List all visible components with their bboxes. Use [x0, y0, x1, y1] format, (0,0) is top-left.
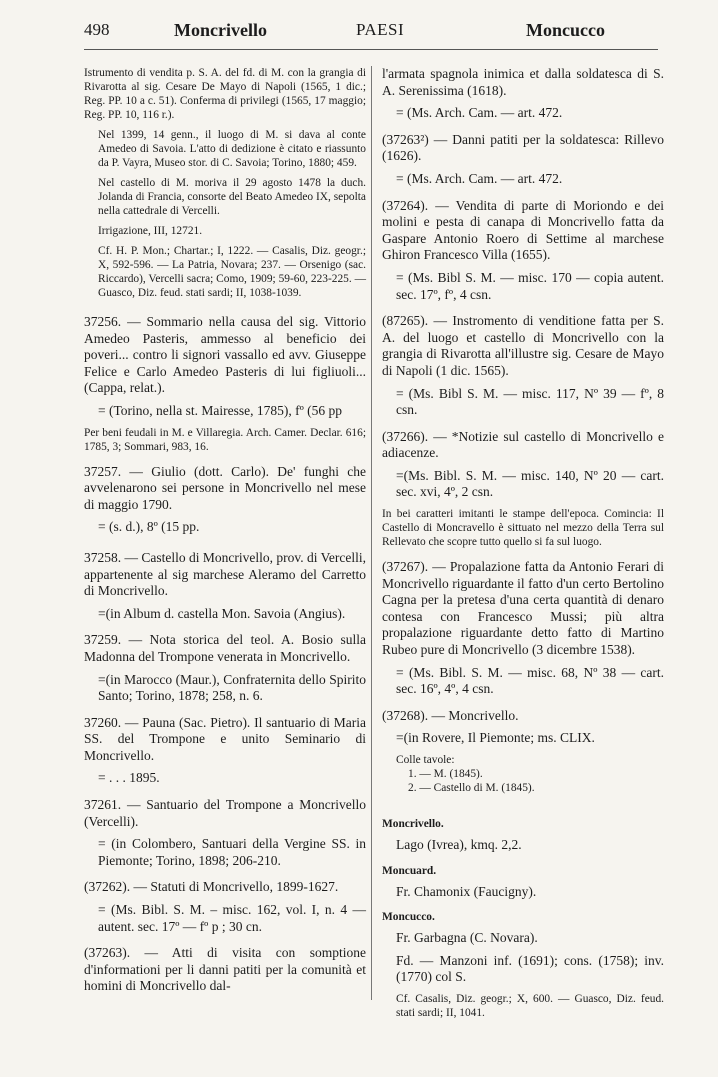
place-entry: Moncucco. [382, 911, 435, 924]
bibliography-entry: l'armata spagnola inimica et dalla soldatesca di S. A. Serenissima (1618). [382, 66, 664, 98]
bibliography-entry: 37256. — Sommario nella causa del sig. Vittorio Amedeo Pasteris, ammesso al beneficio dei poveri... contro li signori vassallo ed avv. Giuseppe Felice e Carlo Amedeo Pasteris di lui figliuoli... (Cappa, relat.). [84, 314, 366, 396]
bibliography-entry: = (Ms. Arch. Cam. — art. 472. [396, 105, 563, 121]
bibliography-entry: (37266). — *Notizie sul castello di Moncrivello e adiacenze. [382, 428, 664, 461]
running-title-right: Moncucco [526, 20, 605, 40]
bibliography-entry: Istrumento di vendita p. S. A. del fd. di M. con la grangia di Rivarotta al sig. Cesare De Mayo di Napoli (1565, 1 dic.; Reg. PP. 10 a c. 51). Conferma di privilegi (1565, 17 maggio; Reg. PP. 10, 116 r.). [84, 67, 366, 121]
colle-tavole [382, 753, 664, 795]
bibliography-entry: In bei caratteri imitanti le stampe dell'epoca. Comincia: Il Castello di Moncravello è sittuato nel mezzo della Terra sul Rellevato che scopre tutto quello si fa sul luogo. [382, 508, 664, 549]
right-column [382, 66, 664, 1026]
bibliography-entry: = (Ms. Bibl. S. M. — misc. 68, Nº 38 — cart. sec. 16º, 4º, 4 csn. [396, 664, 664, 697]
bibliography-entry: Nel castello di M. moriva il 29 agosto 1478 la duch. Jolanda di Francia, consorte del Beato Amedeo IX, sepolta nella cattedrale di Vercelli. [98, 177, 366, 217]
bibliography-entry: = (Torino, nella st. Mairesse, 1785), fº (56 pp [98, 402, 343, 418]
bibliography-entry: (37263). — Atti di visita con somptione d'informationi per li danni patiti per la comunità et homini di Moncrivello dal- [84, 945, 366, 994]
place-entry: Lago (Ivrea), kmq. 2,2. [396, 837, 522, 852]
page-number: 498 [84, 20, 110, 39]
bibliography-entry: = (Ms. Arch. Cam. — art. 472. [396, 170, 563, 186]
place-entries [382, 817, 664, 1020]
bibliography-entry: = (Ms. Bibl. S. M. – misc. 162, vol. I, n. 4 — autent. sec. 17º — fº p ; 30 cn. [98, 902, 366, 934]
bibliography-entry: 37260. — Pauna (Sac. Pietro). Il santuario di Maria SS. del Trompone e unito Seminario di Moncrivello. [84, 714, 366, 763]
bibliography-entry: Per beni feudali in M. e Villaregia. Arch. Camer. Declar. 616; 1785, 3; Sommari, 983, 16. [84, 426, 366, 453]
right-column-entries [382, 66, 664, 747]
bibliography-entry: Irrigazione, III, 12721. [98, 225, 203, 237]
bibliography-entry: Nel 1399, 14 genn., il luogo di M. si dava al conte Amedeo di Savoia. L'atto di dedizione è citato e riassunto da P. Vayra, Museo stor. di C. Savoia; Torino, 1880; 459. [98, 129, 366, 169]
bibliography-entry: =(in Marocco (Maur.), Confraternita dello Spirito Santo; Torino, 1878; 258, n. 6. [98, 671, 366, 704]
bibliography-entry: (37267). — Propalazione fatta da Antonio Ferari di Moncrivello riguardante il fatto d'un certo Bertolino Cagna per la pretesa d'una certa quantità di denaro contesa con Francesco Mussi; più altra propalazione riguardante detto fatto di Martino Rubeo pure di Moncrivello (3 dicembre 1538). [382, 559, 664, 658]
bibliography-entry: (37263²) — Danni patiti per la soldatesca: Rillevo (1626). [382, 131, 664, 164]
left-column [84, 66, 366, 1001]
running-title-center: PAESI [356, 20, 405, 39]
place-entry: Fr. Garbagna (C. Novara). [396, 930, 538, 946]
colle-tavole-item: 2. — Castello di M. (1845). [408, 782, 535, 794]
bibliography-entry: =(Ms. Bibl. S. M. — misc. 140, Nº 20 — cart. sec. xvi, 4º, 2 csn. [396, 467, 664, 500]
bibliography-entry: Cf. H. P. Mon.; Chartar.; I, 1222. — Casalis, Diz. geogr.; X, 592-596. — La Patria, Novara; 237. — Orsenigo (sac. Riccardo), Vercelli sacra; Como, 1909; 59-60, 223-225. — Guasco, Diz. feud. stati sardi; II, 1038-1039. [98, 245, 366, 299]
bibliography-entry: (37262). — Statuti di Moncrivello, 1899-1627. [84, 879, 339, 895]
place-entry: Fd. — Manzoni inf. (1691); cons. (1758); inv. (1770) col S. [396, 952, 664, 985]
header-rule [84, 49, 658, 50]
bibliography-entry: = (in Colombero, Santuari della Vergine SS. in Piemonte; Torino, 1898; 206-210. [98, 836, 366, 868]
bibliography-entry: 37257. — Giulio (dott. Carlo). De' funghi che avvelenarono sei persone in Moncrivello nel mese di maggio 1790. [84, 463, 366, 512]
bibliography-entry: (87265). — Instromento di venditione fatta per S. A. del luogo et castello di Moncrivello con la grangia di Rivarotta all'illustre sig. Cesare de Mayo di Napoli (1 dic. 1565). [382, 313, 664, 378]
bibliography-entry: (37264). — Vendita di parte di Moriondo e dei molini e pesta di canapa di Moncrivello fatta da Gaspare Antonio Roero di Settime al marchese Ghiron Francesco Villa (1655). [382, 197, 664, 263]
bibliography-entry: = (Ms. Bibl S. M. — misc. 170 — copia autent. sec. 17º, fº, 4 csn. [396, 269, 664, 302]
bibliography-entry: = (Ms. Bibl S. M. — misc. 117, Nº 39 — fº, 8 csn. [396, 385, 664, 418]
bibliography-entry: 37259. — Nota storica del teol. A. Bosio sulla Madonna del Trompone venerata in Moncrivello. [84, 632, 366, 664]
place-entry: Moncrivello. [382, 818, 444, 830]
place-entry: Moncuard. [382, 864, 437, 877]
bibliography-entry: 37258. — Castello di Moncrivello, prov. di Vercelli, appartenente al sig marchese Aleramo del Carretto di Moncrivello. [84, 549, 366, 599]
bibliography-entry: =(in Rovere, Il Piemonte; ms. CLIX. [396, 730, 595, 746]
place-entry: Cf. Casalis, Diz. geogr.; X, 600. — Guasco, Diz. feud. stati sardi; II, 1041. [396, 992, 664, 1019]
bibliography-entry: = (s. d.), 8º (15 pp. [98, 519, 200, 535]
running-title-left: Moncrivello [174, 20, 267, 40]
bibliography-entry: = . . . 1895. [98, 770, 160, 786]
place-entry: Fr. Chamonix (Faucigny). [396, 883, 537, 899]
colle-tavole-item: 1. — M. (1845). [408, 768, 483, 780]
bibliography-entry: =(in Album d. castella Mon. Savoia (Angius). [98, 605, 346, 621]
colle-tavole-label: Colle tavole: [396, 754, 455, 766]
column-divider [371, 66, 372, 1000]
bibliography-entry: 37261. — Santuario del Trompone a Moncrivello (Vercelli). [84, 797, 366, 829]
bibliography-entry: (37268). — Moncrivello. [382, 707, 519, 723]
page-header [84, 20, 658, 46]
